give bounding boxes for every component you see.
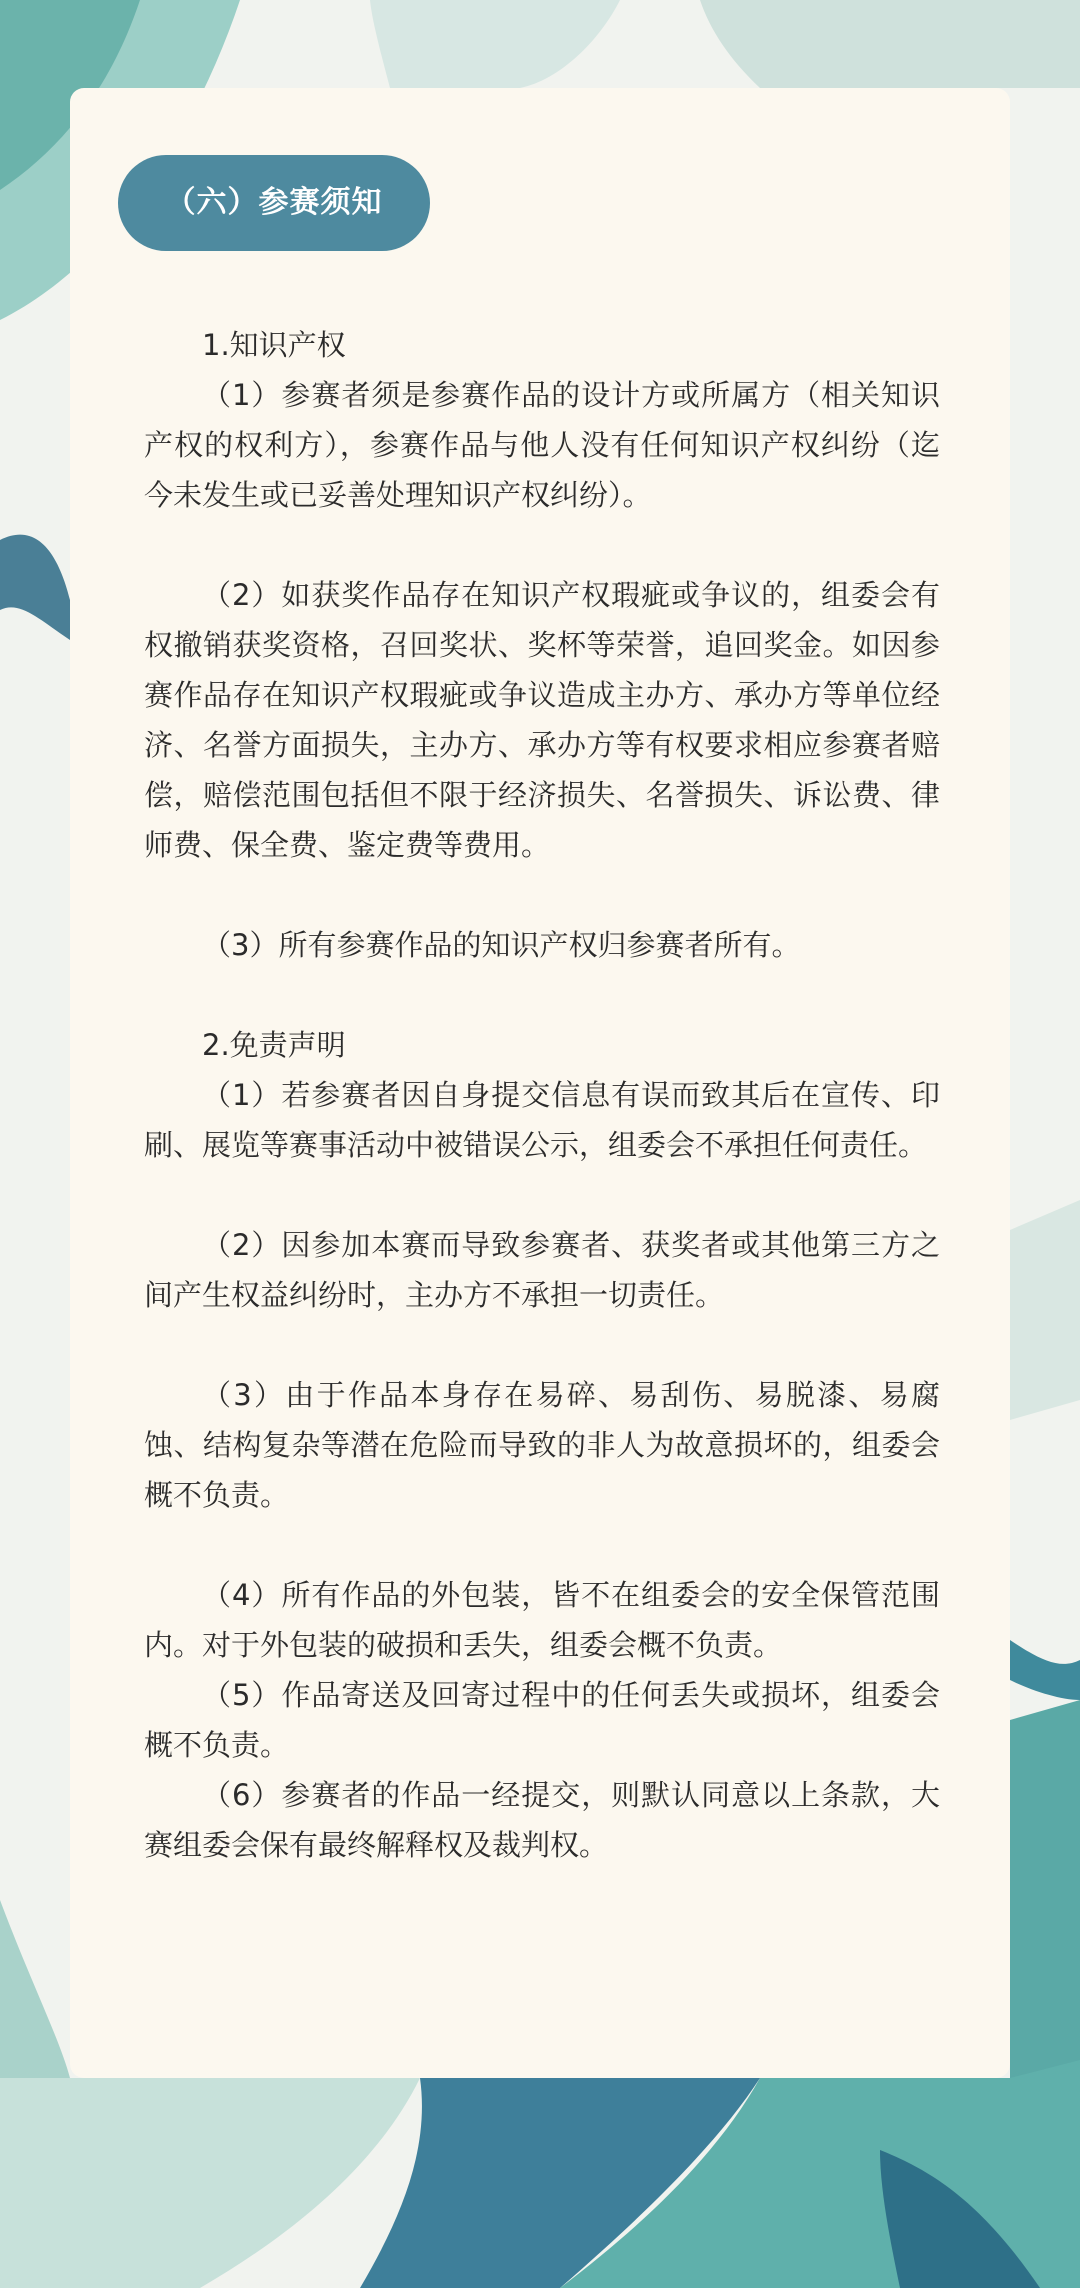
- disclaimer-item-4: （4）所有作品的外包装，皆不在组委会的安全保管范围内。对于外包装的破损和丢失，组委会概不负责。: [144, 1578, 940, 1662]
- notice-content: [144, 320, 940, 1870]
- spacer: [144, 520, 940, 570]
- spacer: [144, 870, 940, 920]
- ip-item-1: （1）参赛者须是参赛作品的设计方或所属方（相关知识产权的权利方），参赛作品与他人没有任何知识产权纠纷（迄今未发生或已妥善处理知识产权纠纷）。: [144, 378, 940, 512]
- disclaimer-item-5: （5）作品寄送及回寄过程中的任何丢失或损坏，组委会概不负责。: [144, 1678, 940, 1762]
- disclaimer-item-2: （2）因参加本赛而导致参赛者、获奖者或其他第三方之间产生权益纠纷时，主办方不承担一切责任。: [144, 1228, 940, 1312]
- spacer: [144, 1520, 940, 1570]
- ip-heading: 1.知识产权: [202, 328, 346, 362]
- spacer: [144, 970, 940, 1020]
- disclaimer-item-1: （1）若参赛者因自身提交信息有误而致其后在宣传、印刷、展览等赛事活动中被错误公示，组委会不承担任何责任。: [144, 1078, 940, 1162]
- section-title-badge: （六）参赛须知: [118, 155, 430, 251]
- spacer: [144, 1320, 940, 1370]
- ip-item-3: （3）所有参赛作品的知识产权归参赛者所有。: [202, 928, 801, 962]
- disclaimer-heading: 2.免责声明: [202, 1028, 346, 1062]
- spacer: [144, 1170, 940, 1220]
- disclaimer-item-6: （6）参赛者的作品一经提交，则默认同意以上条款，大赛组委会保有最终解释权及裁判权。: [144, 1778, 940, 1862]
- ip-item-2: （2）如获奖作品存在知识产权瑕疵或争议的，组委会有权撤销获奖资格，召回奖状、奖杯等荣誉，追回奖金。如因参赛作品存在知识产权瑕疵或争议造成主办方、承办方等单位经济、名誉方面损失，主办方、承办方等有权要求相应参赛者赔偿，赔偿范围包括但不限于经济损失、名誉损失、诉讼费、律师费、保全费、鉴定费等费用。: [144, 578, 940, 862]
- disclaimer-item-3: （3）由于作品本身存在易碎、易刮伤、易脱漆、易腐蚀、结构复杂等潜在危险而导致的非人为故意损坏的，组委会概不负责。: [144, 1378, 940, 1512]
